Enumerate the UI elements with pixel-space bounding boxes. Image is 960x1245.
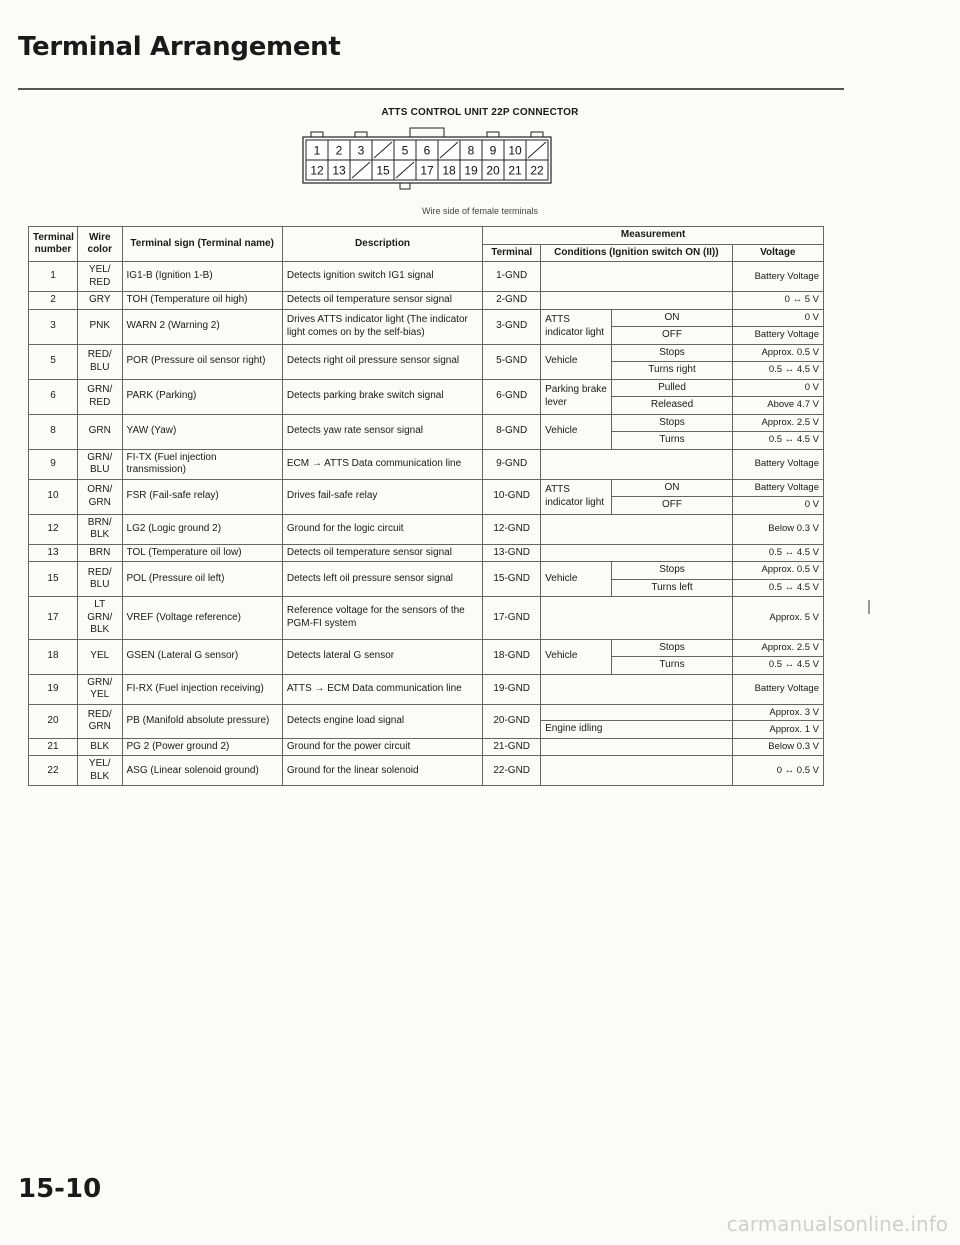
condition-cell: [541, 738, 732, 756]
voltage-cell: 0 V: [732, 379, 823, 397]
voltage-cell: Approx. 2.5 V: [732, 414, 823, 432]
terminal-number-cell: 17: [29, 597, 78, 640]
header-terminal-sign: Terminal sign (Terminal name): [122, 227, 282, 262]
measure-terminal-cell: 20-GND: [483, 704, 541, 738]
terminal-number-cell: 2: [29, 292, 78, 310]
condition-state-cell: Stops: [612, 639, 732, 657]
terminal-pin-label: 6: [423, 143, 431, 158]
terminal-number-cell: 10: [29, 479, 78, 514]
description-cell: Ground for the logic circuit: [282, 514, 482, 544]
terminal-pin-label: 20: [486, 163, 500, 178]
voltage-cell: Battery Voltage: [732, 449, 823, 479]
voltage-cell: Battery Voltage: [732, 479, 823, 497]
description-cell: ECM → ATTS Data communication line: [282, 449, 482, 479]
terminal-number-cell: 18: [29, 639, 78, 674]
table-row: [29, 262, 824, 292]
measure-terminal-cell: 19-GND: [483, 674, 541, 704]
terminal-number-cell: 19: [29, 674, 78, 704]
wire-color-cell: GRN/ RED: [77, 379, 122, 414]
measure-terminal-cell: 5-GND: [483, 344, 541, 379]
measure-terminal-cell: 8-GND: [483, 414, 541, 449]
table-row: [29, 379, 824, 397]
terminal-pin-label: 18: [442, 163, 456, 178]
voltage-cell: 0 ↔ 5 V: [732, 292, 823, 310]
header-terminal: Terminal: [483, 244, 541, 262]
table-row: [29, 479, 824, 497]
table-row: [29, 674, 824, 704]
wire-color-cell: YEL/ BLK: [77, 756, 122, 786]
connector-title: ATTS CONTROL UNIT 22P CONNECTOR: [381, 107, 579, 118]
voltage-cell: Below 0.3 V: [732, 738, 823, 756]
table-row: [29, 449, 824, 479]
header-description: Description: [282, 227, 482, 262]
condition-cell: [541, 514, 732, 544]
terminal-number-cell: 21: [29, 738, 78, 756]
connector-guide: [311, 132, 323, 137]
table-row: [29, 704, 824, 721]
watermark: carmanualsonline.info: [726, 1212, 948, 1236]
description-cell: Detects parking brake switch signal: [282, 379, 482, 414]
table-body: [29, 262, 824, 786]
header-measurement: Measurement: [483, 227, 824, 245]
terminal-pin-label: 19: [464, 163, 478, 178]
measure-terminal-cell: 1-GND: [483, 262, 541, 292]
terminal-sign-cell: PB (Manifold absolute pressure): [122, 704, 282, 738]
measure-terminal-cell: 2-GND: [483, 292, 541, 310]
table-row: [29, 309, 824, 327]
table-row: [29, 414, 824, 432]
measure-terminal-cell: 6-GND: [483, 379, 541, 414]
measure-terminal-cell: 13-GND: [483, 544, 541, 562]
wire-color-cell: BLK: [77, 738, 122, 756]
table-row: [29, 738, 824, 756]
table-row: [29, 544, 824, 562]
measure-terminal-cell: 21-GND: [483, 738, 541, 756]
connector-guide: [487, 132, 499, 137]
voltage-cell: 0 V: [732, 309, 823, 327]
terminal-sign-cell: FSR (Fail-safe relay): [122, 479, 282, 514]
terminal-sign-cell: WARN 2 (Warning 2): [122, 309, 282, 344]
connector-diagram: [300, 122, 590, 202]
description-cell: Drives ATTS indicator light (The indicator light comes on by the self-bias): [282, 309, 482, 344]
terminal-number-cell: 5: [29, 344, 78, 379]
wire-color-cell: RED/ BLU: [77, 344, 122, 379]
condition-cell: Engine idling: [541, 721, 732, 739]
voltage-cell: 0 V: [732, 497, 823, 515]
condition-state-cell: Stops: [612, 344, 732, 362]
condition-cell: Vehicle: [541, 344, 612, 379]
terminal-number-cell: 20: [29, 704, 78, 738]
header-voltage: Voltage: [732, 244, 823, 262]
voltage-cell: Battery Voltage: [732, 262, 823, 292]
wire-color-cell: YEL: [77, 639, 122, 674]
table-row: [29, 514, 824, 544]
condition-state-cell: ON: [612, 309, 732, 327]
title-rule: [18, 88, 844, 90]
condition-cell: Vehicle: [541, 414, 612, 449]
voltage-cell: Approx. 5 V: [732, 597, 823, 640]
measure-terminal-cell: 9-GND: [483, 449, 541, 479]
terminal-pin-label: 9: [489, 143, 497, 158]
voltage-cell: Approx. 0.5 V: [732, 344, 823, 362]
terminal-sign-cell: TOL (Temperature oil low): [122, 544, 282, 562]
voltage-cell: 0.5 ↔ 4.5 V: [732, 362, 823, 380]
voltage-cell: Below 0.3 V: [732, 514, 823, 544]
description-cell: Detects lateral G sensor: [282, 639, 482, 674]
condition-state-cell: Turns right: [612, 362, 732, 380]
connector-caption: Wire side of female terminals: [421, 206, 539, 216]
voltage-cell: Battery Voltage: [732, 327, 823, 345]
terminal-number-cell: 13: [29, 544, 78, 562]
condition-cell: [541, 756, 732, 786]
table-row: [29, 597, 824, 640]
wire-color-cell: RED/ BLU: [77, 562, 122, 597]
wire-color-cell: LT GRN/ BLK: [77, 597, 122, 640]
condition-cell: [541, 449, 732, 479]
terminal-sign-cell: GSEN (Lateral G sensor): [122, 639, 282, 674]
wire-color-cell: BRN/ BLK: [77, 514, 122, 544]
voltage-cell: Approx. 0.5 V: [732, 562, 823, 580]
page-title: Terminal Arrangement: [18, 32, 341, 62]
terminal-sign-cell: TOH (Temperature oil high): [122, 292, 282, 310]
description-cell: Detects oil temperature sensor signal: [282, 544, 482, 562]
header-conditions: Conditions (Ignition switch ON (II)): [541, 244, 732, 262]
condition-state-cell: Stops: [612, 414, 732, 432]
condition-state-cell: Turns left: [612, 579, 732, 597]
condition-cell: [541, 704, 732, 721]
voltage-cell: Approx. 1 V: [732, 721, 823, 739]
terminal-sign-cell: FI-RX (Fuel injection receiving): [122, 674, 282, 704]
terminal-number-cell: 15: [29, 562, 78, 597]
measure-terminal-cell: 3-GND: [483, 309, 541, 344]
terminal-number-cell: 1: [29, 262, 78, 292]
table-row: [29, 292, 824, 310]
measure-terminal-cell: 18-GND: [483, 639, 541, 674]
terminal-sign-cell: POL (Pressure oil left): [122, 562, 282, 597]
description-cell: Reference voltage for the sensors of the PGM-FI system: [282, 597, 482, 640]
terminal-pin-label: 13: [332, 163, 346, 178]
description-cell: Detects right oil pressure sensor signal: [282, 344, 482, 379]
connector-guide: [531, 132, 543, 137]
description-cell: Ground for the power circuit: [282, 738, 482, 756]
terminal-number-cell: 9: [29, 449, 78, 479]
terminal-pin-label: 21: [508, 163, 522, 178]
description-cell: Detects oil temperature sensor signal: [282, 292, 482, 310]
terminal-sign-cell: FI-TX (Fuel injection transmission): [122, 449, 282, 479]
condition-cell: ATTS indicator light: [541, 479, 612, 514]
voltage-cell: Battery Voltage: [732, 674, 823, 704]
terminal-number-cell: 22: [29, 756, 78, 786]
wire-color-cell: BRN: [77, 544, 122, 562]
description-cell: Detects left oil pressure sensor signal: [282, 562, 482, 597]
wire-color-cell: GRN/ YEL: [77, 674, 122, 704]
wire-color-cell: ORN/ GRN: [77, 479, 122, 514]
condition-cell: [541, 262, 732, 292]
condition-state-cell: OFF: [612, 497, 732, 515]
connector-key: [400, 183, 410, 189]
terminal-sign-cell: IG1-B (Ignition 1-B): [122, 262, 282, 292]
voltage-cell: Above 4.7 V: [732, 397, 823, 415]
wire-color-cell: GRY: [77, 292, 122, 310]
wire-color-cell: GRN/ BLU: [77, 449, 122, 479]
page-number: 15-10: [18, 1174, 102, 1204]
terminal-number-cell: 12: [29, 514, 78, 544]
condition-cell: [541, 544, 732, 562]
description-cell: Ground for the linear solenoid: [282, 756, 482, 786]
wire-color-cell: GRN: [77, 414, 122, 449]
measure-terminal-cell: 10-GND: [483, 479, 541, 514]
scan-mark: [868, 600, 870, 614]
condition-cell: [541, 597, 732, 640]
terminal-sign-cell: LG2 (Logic ground 2): [122, 514, 282, 544]
terminal-sign-cell: YAW (Yaw): [122, 414, 282, 449]
table-row: [29, 562, 824, 580]
voltage-cell: 0 ↔ 0.5 V: [732, 756, 823, 786]
condition-state-cell: Released: [612, 397, 732, 415]
header-wire-color: Wire color: [77, 227, 122, 262]
header-terminal-number: Terminal number: [29, 227, 78, 262]
terminal-pin-label: 5: [401, 143, 409, 158]
description-cell: Drives fail-safe relay: [282, 479, 482, 514]
voltage-cell: 0.5 ↔ 4.5 V: [732, 432, 823, 450]
terminal-number-cell: 8: [29, 414, 78, 449]
voltage-cell: 0.5 ↔ 4.5 V: [732, 657, 823, 675]
table-row: [29, 344, 824, 362]
table-row: [29, 639, 824, 657]
condition-state-cell: Pulled: [612, 379, 732, 397]
voltage-cell: 0.5 ↔ 4.5 V: [732, 544, 823, 562]
condition-cell: Vehicle: [541, 639, 612, 674]
condition-cell: Vehicle: [541, 562, 612, 597]
terminal-number-cell: 6: [29, 379, 78, 414]
description-cell: Detects ignition switch IG1 signal: [282, 262, 482, 292]
terminal-sign-cell: PARK (Parking): [122, 379, 282, 414]
measure-terminal-cell: 15-GND: [483, 562, 541, 597]
terminal-pin-label: 8: [467, 143, 475, 158]
wire-color-cell: RED/ GRN: [77, 704, 122, 738]
terminal-pin-label: 3: [357, 143, 365, 158]
measure-terminal-cell: 22-GND: [483, 756, 541, 786]
terminal-sign-cell: ASG (Linear solenoid ground): [122, 756, 282, 786]
connector-guide: [355, 132, 367, 137]
voltage-cell: Approx. 2.5 V: [732, 639, 823, 657]
description-cell: ATTS → ECM Data communication line: [282, 674, 482, 704]
connector-lock-tab: [410, 128, 444, 137]
condition-cell: ATTS indicator light: [541, 309, 612, 344]
terminal-pin-label: 22: [530, 163, 544, 178]
terminal-pin-label: 17: [420, 163, 434, 178]
condition-state-cell: ON: [612, 479, 732, 497]
condition-state-cell: Turns: [612, 432, 732, 450]
description-cell: Detects yaw rate sensor signal: [282, 414, 482, 449]
terminal-pin-label: 12: [310, 163, 324, 178]
condition-cell: Parking brake lever: [541, 379, 612, 414]
terminal-pin-label: 2: [335, 143, 343, 158]
condition-state-cell: Stops: [612, 562, 732, 580]
terminal-table: [28, 226, 824, 786]
terminal-pin-label: 1: [313, 143, 321, 158]
terminal-sign-cell: PG 2 (Power ground 2): [122, 738, 282, 756]
condition-state-cell: OFF: [612, 327, 732, 345]
table-row: [29, 756, 824, 786]
measure-terminal-cell: 17-GND: [483, 597, 541, 640]
condition-cell: [541, 292, 732, 310]
description-cell: Detects engine load signal: [282, 704, 482, 738]
terminal-pin-label: 10: [508, 143, 522, 158]
condition-cell: [541, 674, 732, 704]
terminal-sign-cell: VREF (Voltage reference): [122, 597, 282, 640]
terminal-sign-cell: POR (Pressure oil sensor right): [122, 344, 282, 379]
measure-terminal-cell: 12-GND: [483, 514, 541, 544]
voltage-cell: 0.5 ↔ 4.5 V: [732, 579, 823, 597]
terminal-number-cell: 3: [29, 309, 78, 344]
terminal-pin-label: 15: [376, 163, 390, 178]
voltage-cell: Approx. 3 V: [732, 704, 823, 721]
wire-color-cell: PNK: [77, 309, 122, 344]
wire-color-cell: YEL/ RED: [77, 262, 122, 292]
condition-state-cell: Turns: [612, 657, 732, 675]
